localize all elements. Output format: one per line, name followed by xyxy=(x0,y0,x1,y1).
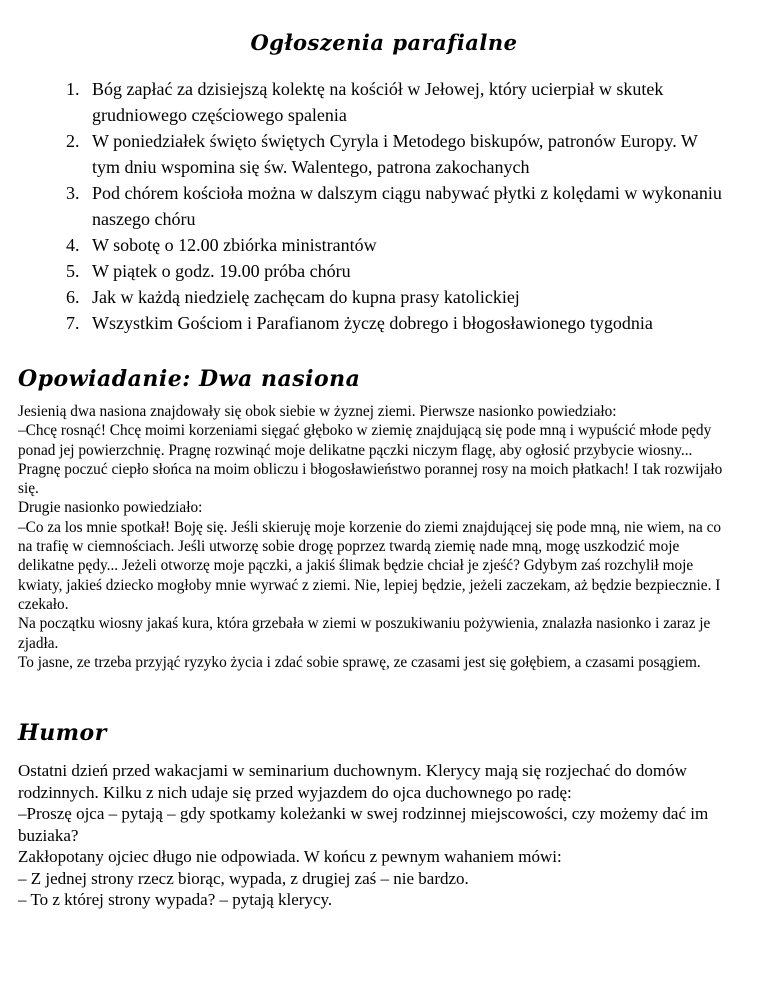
humor-heading: Humor xyxy=(18,720,107,746)
item-text: W sobotę o 12.00 zbiórka ministrantów xyxy=(92,235,377,255)
story-paragraph: Jesienią dwa nasiona znajdowały się obok siebie w żyznej ziemi. Pierwsze nasionko powiedziało: xyxy=(18,403,617,420)
story-paragraph: Na początku wiosny jakaś kura, która grzebała w ziemi w poszukiwaniu pożywienia, znalazła nasionko i zaraz je zjadła. xyxy=(18,615,711,652)
humor-paragraph: Zakłopotany ojciec długo nie odpowiada. W końcu z pewnym wahaniem mówi: xyxy=(18,847,562,866)
announcement-item xyxy=(66,128,726,180)
story-heading: Opowiadanie: Dwa nasiona xyxy=(18,366,361,392)
announcement-item xyxy=(66,258,726,284)
humor-paragraph: – To z której strony wypada? – pytają klerycy. xyxy=(18,890,333,909)
announcement-item xyxy=(66,180,726,232)
story-paragraph: –Co za los mnie spotkał! Boję się. Jeśli skieruję moje korzenie do ziemi znajdującej się pode mną, nie wiem, na co na trafię w ciemnościach. Jeśli utworzę sobie drogę poprzez twardą ziemię nade mną, mogę uszkodzić moje delikatne pędy... Jeżeli otworzę moje pączki, a jakiś ślimak będzie chciał je zjeść? Gdybym zaś rozchylił moje kwiaty, jakieś dziecko mogłoby mnie wyrwać z ziemi. Nie, lepiej będzie, jeżeli zaczekam, aż będzie bezpiecznie. I czekało. xyxy=(18,518,722,613)
item-number: 2. xyxy=(66,131,80,151)
item-number: 7. xyxy=(66,313,80,333)
announcements-list xyxy=(66,76,726,336)
announcement-item xyxy=(66,284,726,310)
story-paragraph: To jasne, ze trzeba przyjąć ryzyko życia i zdać sobie sprawę, ze czasami jest się gołębiem, a czasami posągiem. xyxy=(18,653,701,671)
item-text: W poniedziałek święto świętych Cyryla i Metodego biskupów, patronów Europy. W tym dniu wspomina się św. Walentego, patrona zakochanych xyxy=(92,131,698,177)
story-paragraph: Drugie nasionko powiedziało: xyxy=(18,499,203,517)
humor-paragraph: – Z jednej strony rzecz biorąc, wypada, z drugiej zaś – nie bardzo. xyxy=(18,868,469,888)
announcement-item xyxy=(66,310,726,336)
announcements-title: Ogłoszenia parafialne xyxy=(250,30,518,55)
humor-body xyxy=(18,760,738,911)
humor-paragraph: Ostatni dzień przed wakacjami w seminarium duchownym. Klerycy mają się rozjechać do domów rodzinnych. Kilku z nich udaje się przed wyjazdem do ojca duchownego po radę: xyxy=(18,761,687,802)
item-number: 1. xyxy=(66,79,80,99)
story-body xyxy=(18,402,738,672)
item-text: W piątek o godz. 19.00 próba chóru xyxy=(92,261,351,281)
story-paragraph: –Chcę rosnąć! Chcę moimi korzeniami sięgać głęboko w ziemię znajdującą się pode mną i wypuścić młode pędy ponad jej powierzchnię. Pragnę rozwinąć moje delikatne pączki niczym flagę, aby ogłosić przybycie wiosny... Pragnę poczuć ciepło słońca na moim obliczu i błogosławieństwo porannej rosy na moich płatkach! I tak rozwijało się. xyxy=(18,422,723,498)
item-text: Pod chórem kościoła można w dalszym ciągu nabywać płytki z kolędami w wykonaniu naszego chóru xyxy=(92,183,722,229)
item-text: Wszystkim Gościom i Parafianom życzę dobrego i błogosławionego tygodnia xyxy=(92,313,653,333)
item-number: 4. xyxy=(66,235,80,255)
announcement-item xyxy=(66,232,726,258)
item-number: 5. xyxy=(66,261,80,281)
item-number: 3. xyxy=(66,183,80,203)
humor-paragraph: –Proszę ojca – pytają – gdy spotkamy koleżanki w swej rodzinnej miejscowości, czy możemy dać im buziaka? xyxy=(18,804,709,845)
item-number: 6. xyxy=(66,287,80,307)
item-text: Bóg zapłać za dzisiejszą kolektę na kościół w Jełowej, który ucierpiał w skutek grudniowego częściowego spalenia xyxy=(92,79,664,125)
announcement-item xyxy=(66,76,726,128)
item-text: Jak w każdą niedzielę zachęcam do kupna prasy katolickiej xyxy=(92,287,520,307)
